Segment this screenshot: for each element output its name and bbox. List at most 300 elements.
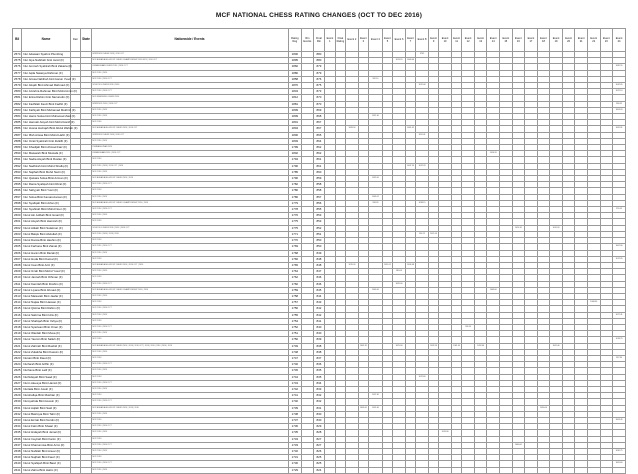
rating-reg: 1739 xyxy=(288,405,302,411)
row-number: 2632 xyxy=(14,411,21,416)
player-name: Nurul Nabilah Binti Anuar (F) xyxy=(22,449,70,455)
row-number: 2576 xyxy=(14,64,21,69)
rating-reg: 1775 xyxy=(288,219,302,225)
player-name: Nurul Insyirah Binti Karim (F) xyxy=(22,436,70,442)
events-cell: MCF 2016 | 2016 | 2016 OCT | 2016 xyxy=(91,163,288,169)
rating-reg: 1764 xyxy=(288,269,302,275)
rating-reg: 1743 xyxy=(288,380,302,386)
event-rating-cell: 1052.00 xyxy=(474,343,487,349)
row-number: 2624 xyxy=(14,362,21,367)
rating-reg: 1800 xyxy=(288,132,302,138)
event-rating-cell: 1041.05 xyxy=(451,343,461,349)
column-header: State xyxy=(81,29,91,52)
event-rating-cell: 1025.10 xyxy=(428,231,438,237)
player-name: Nur Adawani Syahmi Plumbing xyxy=(22,52,70,58)
player-name: Nurul Hanim Binti Razali (F) xyxy=(22,250,70,256)
player-name: Nur Azzahra Rahman Binti Mohd Amin (F) xyxy=(23,89,78,94)
player-name: Nurul Shafiqah Binti Yahya (F) xyxy=(22,318,70,324)
player-name: Nurul Aisyah Binti Hamzah (F) xyxy=(22,219,70,225)
final-rating: 855 xyxy=(313,207,325,213)
event-rating-cell: 1061.40 xyxy=(550,343,563,349)
event-rating-cell: 1030.75 xyxy=(613,449,626,455)
final-rating: 867 xyxy=(313,120,325,126)
events-cell: MCF 2016 | 2016 xyxy=(91,449,288,455)
event-rating-cell: 1022.00 xyxy=(369,176,383,182)
event-rating-cell xyxy=(393,467,406,473)
row-number: 2620 xyxy=(14,337,21,342)
player-name: Nurul Najihah Binti Fauzi (F) xyxy=(22,455,70,461)
player-name: Nur Atiqah Binti Ahmad Rahmad (F) xyxy=(23,83,70,88)
events-cell: MCF ASEAN AGE-GROUP CHESS CHAMPIONSHIP 2016 | 2016 xyxy=(91,200,288,206)
row-number: 2635 xyxy=(14,430,21,435)
rating-reg: 1881 xyxy=(288,101,302,107)
final-rating: 853 xyxy=(313,213,325,219)
row-number: 2622 xyxy=(14,349,21,354)
rating-reg: 1765 xyxy=(288,262,302,268)
column-header: Event 17 xyxy=(525,29,538,52)
events-cell: MCF 2016 xyxy=(91,157,288,163)
event-rating-cell: 1085.55 xyxy=(613,64,626,70)
rating-reg: 1785 xyxy=(288,169,302,175)
events-cell: MCF 2016 | 2016 xyxy=(91,194,288,200)
column-header: Event 6 xyxy=(393,29,406,52)
player-name: Nurul Ain Adibah Binti Ismail (F) xyxy=(22,213,70,219)
events-cell: MCF 2016 | 2016 xyxy=(91,293,288,299)
final-rating: 846 xyxy=(313,281,325,287)
player-name: Nurul Huda Binti Kamal (F) xyxy=(22,256,70,262)
event-rating-cell: 1034.08 xyxy=(405,262,415,268)
player-name: Nurul Zulaikha Binti Kassim (F) xyxy=(22,349,70,355)
event-rating-cell xyxy=(325,467,335,473)
player-name: Nurul Aqilah Binti Said (F) xyxy=(22,405,70,411)
event-rating-cell: 994.22 xyxy=(416,231,429,237)
event-rating-cell xyxy=(537,467,550,473)
row-number: 2598 xyxy=(14,200,21,205)
player-name: Nur Husna Haziqah Binti Abdul Wahab (F) xyxy=(23,126,78,131)
rating-reg: 1759 xyxy=(288,287,302,293)
events-cell: MCF ASEAN AGE-GROUP CHESS CHAMPIONSHIP 2016 | 2016 xyxy=(91,287,288,293)
final-rating: 827 xyxy=(313,436,325,442)
final-rating: 880 xyxy=(313,58,325,64)
event-rating-cell xyxy=(562,467,575,473)
event-rating-cell: 1015.00 xyxy=(346,262,359,268)
player-name: Nur Fathiyah Binti Muhamad Mukhriz (F) xyxy=(23,107,76,112)
player-name: Nurul Najwa Binti Hassan (F) xyxy=(22,300,70,306)
row-number: 2592 xyxy=(14,163,21,168)
rating-table-container xyxy=(12,28,626,474)
column-header: Event 23 xyxy=(600,29,613,52)
event-rating-cell: 1061.02 xyxy=(405,126,415,132)
events-cell: MCF ASEAN AGE-GROUP CHESS 2016 | 2016 | 2016 xyxy=(91,405,288,411)
events-cell: MCF 2016 xyxy=(91,219,288,225)
rating-reg: 1731 xyxy=(288,455,302,461)
player-name: Nurul Maisarah Binti Jaafar (F) xyxy=(22,293,70,299)
final-rating: 869 xyxy=(313,107,325,113)
table-row xyxy=(13,467,626,473)
row-number: 2589 xyxy=(14,145,21,150)
final-rating: 858 xyxy=(313,188,325,194)
final-rating: 858 xyxy=(313,182,325,188)
events-cell: MCF 2016 | 2016 OCT xyxy=(91,380,288,386)
event-rating-cell: 1033.10 xyxy=(428,343,438,349)
rating-reg: 1779 xyxy=(288,200,302,206)
rating-reg: 1809 xyxy=(288,107,302,113)
row-number: 2625 xyxy=(14,368,21,373)
event-rating-cell: 1038.15 xyxy=(416,200,429,206)
events-cell: MCF 2016 | 2016 OCT xyxy=(91,461,288,467)
event-rating-cell xyxy=(512,467,525,473)
events-cell: MCF 2016 xyxy=(91,238,288,244)
column-header: Event 1 xyxy=(325,29,335,52)
rating-reg: 1749 xyxy=(288,343,302,349)
event-rating-cell: 1031.20 xyxy=(416,163,429,169)
event-rating-cell xyxy=(346,467,359,473)
rating-reg: 1760 xyxy=(288,281,302,287)
events-cell: PEMBANGUNAN 2016 xyxy=(91,145,288,151)
rating-reg: 1738 xyxy=(288,411,302,417)
final-rating: 844 xyxy=(313,293,325,299)
row-number: 2585 xyxy=(14,120,21,125)
column-header: Event 21 xyxy=(575,29,588,52)
final-rating: 868 xyxy=(313,114,325,120)
event-rating-cell: 1003.45 xyxy=(613,417,626,423)
events-cell: MCF 2016 xyxy=(91,275,288,281)
rating-reg: 1730 xyxy=(288,461,302,467)
player-name: Nurul Wardah Binti Musa (F) xyxy=(22,331,70,337)
rating-reg: 1741 xyxy=(288,393,302,399)
final-rating: 832 xyxy=(313,399,325,405)
events-cell: MCF 2016 | 2016 OCT xyxy=(91,306,288,312)
rating-reg: 1809 xyxy=(288,114,302,120)
column-header: Event 14 xyxy=(487,29,500,52)
events-cell: MCF 2016 xyxy=(91,355,288,361)
events-cell: MCF 2016 | 2016 xyxy=(91,250,288,256)
rating-reg: 1858 xyxy=(288,76,302,82)
events-cell: MCF 2016 xyxy=(91,337,288,343)
rating-reg: 1769 xyxy=(288,244,302,250)
final-rating: 828 xyxy=(313,430,325,436)
events-cell: MCF 2016 | 2016 OCT xyxy=(91,424,288,430)
player-name: Nurul Hidayah Binti Jamal (F) xyxy=(22,430,70,436)
final-rating: 879 xyxy=(313,64,325,70)
final-rating: 825 xyxy=(313,455,325,461)
event-rating-cell xyxy=(613,467,626,473)
final-rating: 865 xyxy=(313,132,325,138)
row-number: 2636 xyxy=(14,436,21,441)
player-name: Nurul Jannah Binti Othman (F) xyxy=(22,275,70,281)
rating-reg: 1794 xyxy=(288,157,302,163)
table-body xyxy=(13,52,626,474)
rating-reg: 1800 xyxy=(288,52,302,58)
rating-reg: 1742 xyxy=(288,386,302,392)
column-header: Nationwide / Events xyxy=(91,29,288,52)
event-rating-cell: 976.45 xyxy=(613,207,626,213)
row-number: 2587 xyxy=(14,132,21,137)
rating-reg: 1734 xyxy=(288,436,302,442)
row-number: 2631 xyxy=(14,405,21,410)
rating-reg: 1758 xyxy=(288,293,302,299)
event-rating-cell: 1002.00 xyxy=(613,244,626,250)
rating-reg: 1860 xyxy=(288,64,302,70)
player-name: Nur Hanis Sofea binti Muhamad Zaid (F) xyxy=(23,114,76,119)
events-cell: SCHOOLS CHESS 2016 | 2016 xyxy=(91,83,288,89)
events-cell: MCF 2016 | 2016 xyxy=(91,331,288,337)
final-rating: 848 xyxy=(313,262,325,268)
row-number: 2583 xyxy=(14,107,21,112)
column-header: Event 4 xyxy=(369,29,383,52)
events-cell: MCF 2016 xyxy=(91,188,288,194)
final-rating: 848 xyxy=(313,256,325,262)
player-name: Nurshafiqa Binti Mokhtar (F) xyxy=(22,393,70,399)
event-rating-cell: 1009.60 xyxy=(613,461,626,467)
final-rating: 832 xyxy=(313,393,325,399)
events-cell: MCF 2016 xyxy=(91,455,288,461)
events-cell: MCF 2016 | 2016 xyxy=(91,269,288,275)
events-cell: MCF 2016 | 2016 xyxy=(91,107,288,113)
event-rating-cell: 1018.70 xyxy=(613,337,626,343)
player-name: Nursyahida Binti Hussin (F) xyxy=(22,399,70,405)
row-number: 2605 xyxy=(14,244,21,249)
player-name: Nur Iffah Arissa Binti Mohd Hafiz (F) xyxy=(23,132,70,137)
event-rating-cell xyxy=(525,467,538,473)
events-cell: KEBANGSAAN CHESS 2016 | 2016 OCT xyxy=(91,64,288,70)
row-number: 2613 xyxy=(14,293,21,298)
event-rating-cell: 1001.00 xyxy=(369,287,383,293)
final-rating: 862 xyxy=(313,145,325,151)
final-rating: 826 xyxy=(313,449,325,455)
final-rating: 837 xyxy=(313,355,325,361)
row-number: 2578 xyxy=(14,76,21,81)
event-rating-cell xyxy=(358,467,368,473)
rating-reg: 1782 xyxy=(288,182,302,188)
rating-reg: 1802 xyxy=(288,151,302,157)
player-name: Nurlaila Binti Jusoh (F) xyxy=(22,386,70,392)
event-rating-cell: 1048.06 xyxy=(405,58,415,64)
row-number: 2619 xyxy=(14,331,21,336)
row-number: 2596 xyxy=(14,188,21,193)
event-rating-cell: 1012.05 xyxy=(613,256,626,262)
event-rating-cell xyxy=(405,467,415,473)
player-name: Nur Najihah Binti Mohd Nazri (F) xyxy=(22,169,70,175)
player-name: Nurul Izzah Binti Mohd Yusof (F) xyxy=(22,269,70,275)
final-rating: 849 xyxy=(313,250,325,256)
events-cell: MCF 2016 | 2016 xyxy=(91,70,288,76)
player-name: Nur Erina Rahim binti Nazurudin (F) xyxy=(23,95,70,100)
event-rating-cell: 1025.00 xyxy=(416,83,429,89)
event-rating-cell: 998.42 xyxy=(613,101,626,107)
player-name: Nurul Syafiqah Binti Basri (F) xyxy=(22,461,70,467)
row-number: 2597 xyxy=(14,194,21,199)
column-header: Bil xyxy=(13,29,22,52)
rating-reg: 1790 xyxy=(288,163,302,169)
events-cell: MCF 2016 | 2016 xyxy=(91,430,288,436)
column-header: Final Rating xyxy=(335,29,345,52)
final-rating: 862 xyxy=(313,151,325,157)
rating-reg: 1770 xyxy=(288,238,302,244)
final-rating: 880 xyxy=(313,52,325,58)
row-number: 2601 xyxy=(14,219,21,224)
player-name: Nur Khadijah Binti Ahmad Faiz (F) xyxy=(22,145,70,151)
player-name: Nurul Syazwani Binti Omar (F) xyxy=(22,324,70,330)
row-number: 2626 xyxy=(14,374,21,379)
column-header: Event 13 xyxy=(474,29,487,52)
row-number: 2621 xyxy=(14,343,21,348)
final-rating: 879 xyxy=(313,70,325,76)
column-header: Event 22 xyxy=(587,29,600,52)
row-number: 2633 xyxy=(14,417,21,422)
rating-reg: 1834 xyxy=(288,89,302,95)
final-rating: 867 xyxy=(313,126,325,132)
event-rating-cell: 1005.02 xyxy=(369,194,383,200)
rating-reg: 1751 xyxy=(288,331,302,337)
row-number: 2604 xyxy=(14,238,21,243)
final-rating: 840 xyxy=(313,331,325,337)
player-name: Nuraini Binti Daud (F) xyxy=(22,355,70,361)
final-rating: 836 xyxy=(313,362,325,368)
player-name: Nurul Damia Binti Hashim (F) xyxy=(22,238,70,244)
events-cell: MCF ASEAN AGE-GROUP CHESS CHAMPIONSHIP 2016 MCF | 2016 OCT xyxy=(91,58,288,64)
row-number: 2618 xyxy=(14,324,21,329)
column-header: Event 11 xyxy=(451,29,461,52)
events-cell: MCF 2016 | 2016 OCT xyxy=(91,324,288,330)
player-name: Nurhana Binti Latif (F) xyxy=(22,368,70,374)
event-rating-cell: 989.00 xyxy=(393,269,406,275)
events-cell: MCF 2016 | 2016 OCT xyxy=(91,362,288,368)
player-name: Nur Nadia Aisyah Binti Roslan (F) xyxy=(22,157,70,163)
row-number: 2577 xyxy=(14,70,21,75)
events-cell: MCF 2016 xyxy=(91,417,288,423)
event-rating-cell: 1062.01 xyxy=(613,126,626,132)
events-cell: MCF 2016 | 2016 xyxy=(91,368,288,374)
final-rating: 870 xyxy=(313,95,325,101)
player-name: Nurul Yasmin Binti Salleh (F) xyxy=(22,337,70,343)
event-rating-cell xyxy=(451,467,461,473)
player-name: Nur Fadhilah Fauzi Binti Fadhil (F) xyxy=(22,101,70,107)
rating-reg: 1736 xyxy=(288,424,302,430)
rating-reg: 1756 xyxy=(288,306,302,312)
row-number: 2630 xyxy=(14,399,21,404)
row-number: 2591 xyxy=(14,157,21,162)
event-rating-cell: 1042.05 xyxy=(613,83,626,89)
player-name: Nurul Zahirah Binti Rashid (F) xyxy=(22,343,70,349)
player-name: Nur Sofea Binti Kamaruzaman (F) xyxy=(22,194,70,200)
row-number: 2640 xyxy=(14,461,21,466)
row-number: 2639 xyxy=(14,455,21,460)
final-rating: 845 xyxy=(313,287,325,293)
event-rating-cell: 1022.10 xyxy=(613,89,626,95)
player-name: Nur Aminah Syahirah Binti Zakaria (F) xyxy=(23,64,73,69)
rating-reg: 1732 xyxy=(288,449,302,455)
rating-reg: 1752 xyxy=(288,324,302,330)
row-number: 2603 xyxy=(14,231,21,236)
final-rating: 842 xyxy=(313,306,325,312)
rating-reg: 1729 xyxy=(288,467,302,473)
events-cell: WWW MCF 2016 | 2016 OCT xyxy=(91,101,288,107)
event-rating-cell: 1012.30 xyxy=(369,393,383,399)
events-cell: WWW.MCF.CHESS 2016 | 2016 OCT xyxy=(91,132,288,138)
player-name: Nurul Batrisyia Binti Tahir (F) xyxy=(22,411,70,417)
column-header: Event 24 xyxy=(613,29,626,52)
events-cell: MCF 2016 | 2016 xyxy=(91,349,288,355)
event-rating-cell: 1049.00 xyxy=(487,287,500,293)
final-rating: 857 xyxy=(313,194,325,200)
event-rating-cell: 1004.20 xyxy=(613,107,626,113)
rating-reg: 1762 xyxy=(288,275,302,281)
row-number: 2586 xyxy=(14,126,21,131)
player-name: Nurul Kamilah Binti Ibrahim (F) xyxy=(22,281,70,287)
row-number: 2612 xyxy=(14,287,21,292)
final-rating: 840 xyxy=(313,324,325,330)
events-cell: MCF 2016 | 2016 OCT xyxy=(91,442,288,448)
final-rating: 860 xyxy=(313,169,325,175)
final-rating: 843 xyxy=(313,300,325,306)
rating-reg: 1735 xyxy=(288,430,302,436)
rating-reg: 1771 xyxy=(288,231,302,237)
event-rating-cell: 1007.10 xyxy=(405,163,415,169)
final-rating: 831 xyxy=(313,405,325,411)
event-rating-cell xyxy=(439,467,452,473)
event-rating-cell: 1005.00 xyxy=(358,405,368,411)
event-rating-cell: 1031.20 xyxy=(550,225,563,231)
events-cell: MCF ASEAN AGE-GROUP CHESS 2016 | 2016 OCT | 2016 xyxy=(91,262,288,268)
row-number: 2575 xyxy=(14,58,21,63)
final-rating: 841 xyxy=(313,318,325,324)
events-cell: MCF 2016 | 2016 | 2016 | 2016 xyxy=(91,231,288,237)
events-cell: MCF 2016 xyxy=(91,256,288,262)
column-header: Rtn Events xyxy=(302,29,314,52)
events-cell: MCF 2016 | 2016 OCT xyxy=(91,281,288,287)
events-cell: MCF ASEAN AGE-GROUP CHESS 2016 | 2016 xyxy=(91,176,288,182)
event-rating-cell: 1055.01 xyxy=(416,132,429,138)
events-cell: SCHOOLS CHESS 2016 | 2016 | 2016 OCT xyxy=(91,225,288,231)
rating-reg: 1895 xyxy=(288,58,302,64)
row-number: 2580 xyxy=(14,89,21,94)
row-number: 2606 xyxy=(14,250,21,255)
row-number: 2617 xyxy=(14,318,21,323)
column-header: Event 19 xyxy=(550,29,563,52)
event-rating-cell: 1011.01 xyxy=(382,262,392,268)
row-number: 2593 xyxy=(14,169,21,174)
event-rating-cell: 997.80 xyxy=(613,355,626,361)
event-rating-cell: 1010.10 xyxy=(512,225,525,231)
final-rating: 827 xyxy=(313,442,325,448)
rating-reg: 1778 xyxy=(288,207,302,213)
rating-reg: 1748 xyxy=(288,349,302,355)
final-rating: 864 xyxy=(313,138,325,144)
gender-cell xyxy=(70,467,80,473)
final-rating: 853 xyxy=(313,219,325,225)
column-header: Event 8 xyxy=(416,29,429,52)
final-rating: 856 xyxy=(313,200,325,206)
event-rating-cell xyxy=(428,467,438,473)
row-number: 2614 xyxy=(14,300,21,305)
row-number: 2628 xyxy=(14,386,21,391)
event-rating-cell: 1008.30 xyxy=(587,300,600,306)
event-rating-cell: 1025.00 xyxy=(393,343,406,349)
rating-reg: 1812 xyxy=(288,95,302,101)
player-name: Nur Alya Nabihah binti Jamil (F) xyxy=(22,58,70,64)
column-header: Event 9 xyxy=(428,29,438,52)
event-rating-cell: 1013.40 xyxy=(369,405,383,411)
final-rating: 830 xyxy=(313,417,325,423)
column-header: Event 3 xyxy=(358,29,368,52)
event-rating-cell xyxy=(487,467,500,473)
player-name: Nurfarah Binti Ariffin (F) xyxy=(22,362,70,368)
events-cell: MCF 2016 xyxy=(91,300,288,306)
final-rating: 839 xyxy=(313,337,325,343)
row-number: 2627 xyxy=(14,380,21,385)
final-rating: 852 xyxy=(313,225,325,231)
